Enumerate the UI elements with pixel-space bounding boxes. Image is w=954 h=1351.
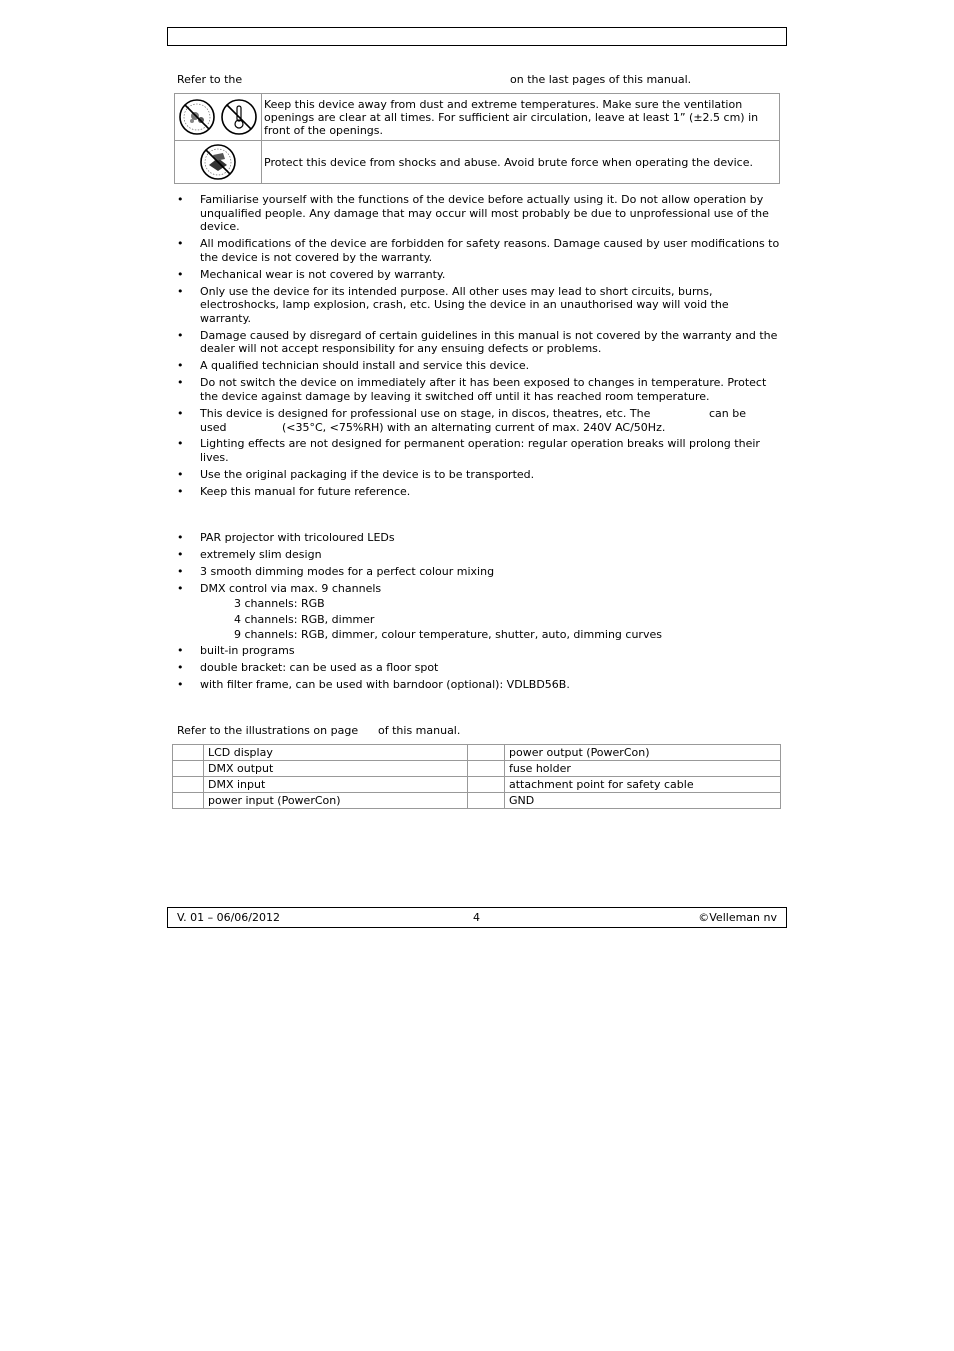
part-label: power input (PowerCon) xyxy=(204,793,468,809)
footer-page-number: 4 xyxy=(473,911,480,924)
part-number xyxy=(468,761,505,777)
table-row xyxy=(173,793,781,809)
use-line2-a: used xyxy=(200,420,227,434)
list-item: • A qualified technician should install and service this device. xyxy=(177,359,782,373)
intro-suffix: on the last pages of this manual. xyxy=(510,73,692,86)
part-label: GND xyxy=(505,793,781,809)
footer-version: V. 01 – 06/06/2012 xyxy=(177,911,280,924)
part-number xyxy=(468,793,505,809)
warning-icons-cell xyxy=(175,141,262,184)
warnings-table xyxy=(174,93,780,184)
guidelines-list xyxy=(177,193,782,502)
warning-text: Protect this device from shocks and abuse. Avoid brute force when operating the device. xyxy=(262,141,780,184)
channel-modes xyxy=(177,596,782,643)
list-item: • Use the original packaging if the device is to be transported. xyxy=(177,468,782,482)
table-row xyxy=(173,745,781,761)
intro-prefix: Refer to the xyxy=(177,73,243,86)
channel-mode: 4 channels: RGB, dimmer xyxy=(234,612,375,626)
part-number xyxy=(468,745,505,761)
part-number xyxy=(173,761,204,777)
part-label: power output (PowerCon) xyxy=(505,745,781,761)
use-line2-b: (<35°C, <75%RH) with an alternating current of max. 240V AC/50Hz. xyxy=(282,420,666,434)
part-number xyxy=(173,745,204,761)
parts-table xyxy=(172,744,781,809)
overview-prefix: Refer to the illustrations on page xyxy=(177,724,359,737)
list-item: • Lighting effects are not designed for permanent operation: regular operation breaks will prolong their lives. xyxy=(177,437,782,464)
list-item: • All modifications of the device are forbidden for safety reasons. Damage caused by user modifications to the device is not covered by the warranty. xyxy=(177,237,782,264)
list-item: • built-in programs xyxy=(177,644,782,658)
table-row xyxy=(173,761,781,777)
list-item: • Mechanical wear is not covered by warranty. xyxy=(177,268,782,282)
part-label: DMX output xyxy=(204,761,468,777)
list-item: • Familiarise yourself with the functions of the device before actually using it. Do not allow operation by unqualified people. Any damage that may occur will most probably be due to unprofessional use of the device. xyxy=(177,193,782,234)
no-shock-icon xyxy=(199,143,237,181)
part-number xyxy=(468,777,505,793)
features-list xyxy=(177,531,782,597)
no-dust-icon xyxy=(178,98,216,136)
list-item: • 3 smooth dimming modes for a perfect colour mixing xyxy=(177,565,782,579)
list-item: • DMX control via max. 9 channels xyxy=(177,582,782,596)
part-label: fuse holder xyxy=(505,761,781,777)
table-row xyxy=(173,777,781,793)
part-number xyxy=(173,793,204,809)
footer-copyright: ©Velleman nv xyxy=(698,911,777,924)
list-item xyxy=(177,407,782,434)
use-line1-a: • This device is designed for professional use on stage, in discos, theatres, etc. The xyxy=(200,406,651,420)
list-item: • Keep this manual for future reference. xyxy=(177,485,782,499)
no-extreme-temperature-icon xyxy=(220,98,258,136)
part-label: attachment point for safety cable xyxy=(505,777,781,793)
overview-suffix: of this manual. xyxy=(378,724,461,737)
use-line1-b: can be xyxy=(709,406,747,420)
warning-icons-cell xyxy=(175,94,262,141)
part-label: DMX input xyxy=(204,777,468,793)
page-footer xyxy=(167,907,787,928)
list-item: • double bracket: can be used as a floor spot xyxy=(177,661,782,675)
warning-text: Keep this device away from dust and extreme temperatures. Make sure the ventilation openings are clear at all times. For sufficient air circulation, leave at least 1” (±2.5 cm) in front of the openings. xyxy=(262,94,780,141)
list-item: • PAR projector with tricoloured LEDs xyxy=(177,531,782,545)
list-item: • with filter frame, can be used with barndoor (optional): VDLBD56B. xyxy=(177,678,782,692)
warning-row xyxy=(175,94,780,141)
channel-mode: 9 channels: RGB, dimmer, colour temperature, shutter, auto, dimming curves xyxy=(234,628,662,641)
list-item: • Do not switch the device on immediately after it has been exposed to changes in temperature. Protect the device against damage by leaving it switched off until it has reached room temperature. xyxy=(177,376,782,403)
list-item: • Damage caused by disregard of certain guidelines in this manual is not covered by the warranty and the dealer will not accept responsibility for any ensuing defects or problems. xyxy=(177,329,782,356)
part-number xyxy=(173,777,204,793)
page-header-box xyxy=(167,27,787,46)
list-item: • Only use the device for its intended purpose. All other uses may lead to short circuits, burns, electroshocks, lamp explosion, crash, etc. Using the device in an unauthorised way will void the warranty. xyxy=(177,285,782,326)
channel-mode: 3 channels: RGB xyxy=(234,597,325,610)
list-item: • extremely slim design xyxy=(177,548,782,562)
warning-row xyxy=(175,141,780,184)
features-list-continued xyxy=(177,644,782,695)
part-label: LCD display xyxy=(204,745,468,761)
